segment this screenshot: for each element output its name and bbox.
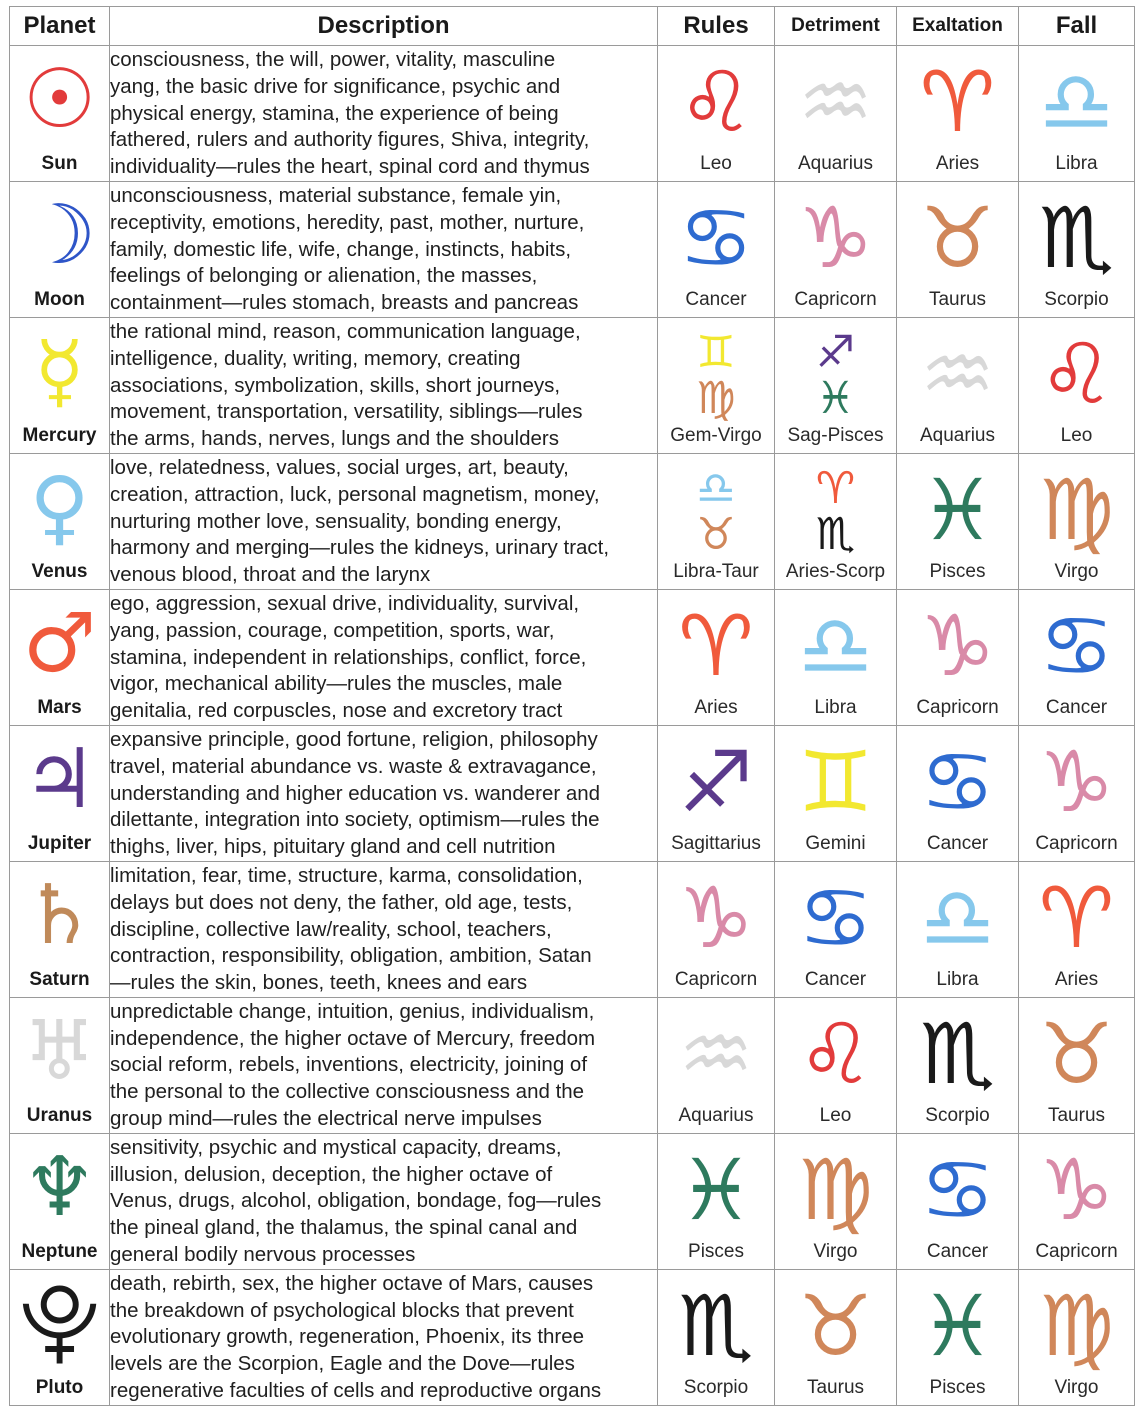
sign-glyph-group (775, 190, 896, 286)
zodiac-sign-icon: ♏ (678, 1276, 754, 1375)
zodiac-sign-icon: ♉ (797, 1276, 874, 1375)
sign-glyph-group (658, 328, 774, 424)
planet-cell (10, 997, 110, 1133)
sign-name: Libra (1055, 153, 1098, 174)
header-fall: Fall (1019, 7, 1135, 46)
sign-glyph-group (658, 870, 774, 966)
rules-cell (658, 997, 775, 1133)
planet-cell (10, 1133, 110, 1269)
sign-glyph-group (658, 734, 774, 830)
detriment-cell (775, 46, 897, 182)
zodiac-sign-icon: ♓ (919, 1276, 996, 1375)
moon-icon: ☽ (22, 187, 97, 283)
planet-name: Jupiter (27, 832, 92, 854)
detriment-cell (775, 725, 897, 861)
planet-name: Pluto (35, 1376, 84, 1398)
sign-glyph-group (775, 328, 896, 424)
sign-glyph-group (897, 734, 1018, 830)
planet-cell (10, 861, 110, 997)
sign-name: Cancer (1045, 696, 1108, 718)
sign-glyph-group (897, 462, 1018, 558)
header-planet: Planet (10, 7, 110, 46)
zodiac-sign-icon: ♈ (815, 462, 856, 514)
exaltation-cell (897, 997, 1019, 1133)
zodiac-sign-icon: ♍ (1038, 460, 1115, 559)
description-cell (110, 589, 658, 725)
fall-cell (1019, 725, 1135, 861)
fall-cell (1019, 861, 1135, 997)
sign-name: Cancer (926, 1240, 989, 1262)
sign-glyph-group (658, 1142, 774, 1238)
sign-name: Aquarius (678, 1104, 754, 1126)
sign-name: Sagittarius (671, 832, 761, 854)
zodiac-sign-icon: ♏ (1038, 188, 1115, 287)
zodiac-sign-icon: ♏ (815, 508, 856, 560)
sun-icon: ☉ (22, 52, 97, 147)
planet-description: sensitivity, psychic and mystical capacity, dreams, illusion, delusion, deception, the higher octave of Venus, drugs, alcohol, obligation, bondage, fog—rules the pineal gland, the thalamus, the spinal canal and general bodily nervous processes (110, 1135, 602, 1267)
zodiac-sign-icon: ♑ (797, 188, 874, 287)
sign-name: Cancer (685, 288, 747, 310)
sign-glyph-group (897, 1006, 1018, 1102)
fall-cell (1019, 1269, 1135, 1405)
sign-name: Pisces (929, 560, 986, 582)
planet-name: Neptune (21, 1240, 98, 1262)
sign-glyph-group (1019, 462, 1134, 558)
exaltation-cell (897, 589, 1019, 725)
sign-name: Aries (935, 153, 980, 174)
sign-name: Capricorn (1035, 832, 1118, 854)
detriment-cell (775, 317, 897, 453)
description-cell (110, 1269, 658, 1405)
zodiac-sign-icon: ♈ (1038, 868, 1115, 967)
exaltation-cell (897, 46, 1019, 182)
zodiac-sign-icon: ♍ (696, 372, 736, 424)
zodiac-sign-icon: ♐ (678, 732, 754, 831)
exaltation-cell (897, 1133, 1019, 1269)
planet-description: love, relatedness, values, social urges, art, beauty, creation, attraction, luck, personal magnetism, money, nurturing mother love, sensuality, bonding energy, harmony and merging—rules the kidneys, urinary tract, venous blood, throat and the larynx (110, 455, 610, 587)
planet-cell (10, 1269, 110, 1405)
zodiac-sign-icon: ♊ (696, 326, 736, 378)
mars-icon: ♂ (22, 595, 97, 691)
sign-glyph-group (897, 326, 1018, 422)
detriment-cell (775, 453, 897, 589)
rules-cell (658, 725, 775, 861)
planet-cell (10, 725, 110, 861)
planet-description: unconsciousness, material substance, female yin, receptivity, emotions, heredity, past, mother, nurture, family, domestic life, wife, change, instincts, habits, feelings of belonging or alienation, the masses, containment—rules stomach, breasts and pancreas (110, 183, 585, 315)
table-row (10, 861, 1135, 997)
sign-glyph-group (1019, 870, 1134, 966)
zodiac-sign-icon: ♑ (1038, 1140, 1115, 1239)
table-row (10, 453, 1135, 589)
zodiac-sign-icon: ♍ (1038, 1276, 1115, 1375)
fall-cell (1019, 46, 1135, 182)
detriment-cell (775, 861, 897, 997)
sign-name: Gem-Virgo (670, 424, 762, 446)
zodiac-sign-icon: ♓ (919, 460, 996, 559)
exaltation-cell (897, 725, 1019, 861)
description-cell (110, 1133, 658, 1269)
sign-name: Aquarius (798, 153, 873, 174)
planet-name: Venus (31, 560, 88, 582)
zodiac-sign-icon: ♑ (678, 868, 754, 967)
saturn-icon: ♄ (22, 867, 97, 963)
fall-cell (1019, 1133, 1135, 1269)
planet-description: death, rebirth, sex, the higher octave of Mars, causes the breakdown of psychological blocks that prevent evolutionary growth, regeneration, Phoenix, its three levels are the Scorpion, Eagle and the Dove—rules regenerative faculties of cells and reproductive organs (110, 1271, 602, 1403)
planet-name: Moon (34, 288, 85, 310)
header-description: Description (110, 7, 658, 46)
zodiac-sign-icon: ♎ (797, 596, 874, 695)
description-cell (110, 997, 658, 1133)
table-row (10, 997, 1135, 1133)
rules-cell (658, 1133, 775, 1269)
zodiac-sign-icon: ♑ (1038, 732, 1115, 831)
sign-glyph-group (1019, 54, 1134, 150)
pluto-icon: ⯓ (19, 1275, 100, 1371)
zodiac-sign-icon: ♉ (1038, 1004, 1115, 1103)
fall-cell (1019, 997, 1135, 1133)
zodiac-sign-icon: ♓ (678, 1140, 754, 1239)
sign-name: Capricorn (1035, 1240, 1118, 1262)
zodiac-sign-icon: ♈ (919, 53, 996, 151)
sign-name: Taurus (1047, 1104, 1106, 1126)
fall-cell (1019, 453, 1135, 589)
zodiac-sign-icon: ♓ (815, 372, 856, 424)
description-cell (110, 317, 658, 453)
sign-name: Taurus (806, 1376, 865, 1398)
sign-glyph-group (658, 464, 774, 560)
sign-name: Pisces (929, 1376, 986, 1398)
rules-cell (658, 317, 775, 453)
sign-glyph-group (658, 1278, 774, 1374)
exaltation-cell (897, 861, 1019, 997)
description-cell (110, 453, 658, 589)
table-row (10, 589, 1135, 725)
sign-name: Libra (814, 696, 857, 718)
sign-glyph-group (1019, 190, 1134, 286)
zodiac-sign-icon: ♌ (1038, 324, 1115, 423)
sign-glyph-group (897, 54, 1018, 150)
rules-cell (658, 453, 775, 589)
sign-glyph-group (897, 190, 1018, 286)
sign-name: Sag-Pisces (787, 424, 884, 446)
sign-glyph-group (775, 870, 896, 966)
header-row (10, 7, 1135, 46)
sign-name: Pisces (688, 1240, 744, 1262)
zodiac-sign-icon: ♋ (919, 732, 996, 831)
venus-icon: ♀ (29, 459, 90, 555)
zodiac-sign-icon: ♌ (797, 1004, 874, 1103)
table-body (10, 46, 1135, 1406)
exaltation-cell (897, 1269, 1019, 1405)
zodiac-sign-icon: ♎ (1038, 53, 1115, 151)
sign-name: Capricorn (674, 968, 758, 990)
zodiac-sign-icon: ♋ (678, 188, 754, 287)
exaltation-cell (897, 181, 1019, 317)
planet-name: Mercury (22, 424, 97, 446)
zodiac-sign-icon: ♒ (678, 1004, 754, 1103)
sign-name: Aries-Scorp (785, 560, 886, 582)
sign-name: Gemini (805, 832, 866, 854)
sign-name: Scorpio (1044, 288, 1109, 310)
sign-glyph-group (658, 598, 774, 694)
sign-glyph-group (1019, 1278, 1134, 1374)
sign-name: Cancer (804, 968, 867, 990)
zodiac-sign-icon: ♈ (678, 596, 754, 695)
mercury-icon: ☿ (34, 323, 85, 419)
sign-glyph-group (897, 870, 1018, 966)
rules-cell (658, 589, 775, 725)
planet-name: Uranus (26, 1104, 93, 1126)
planet-name: Sun (41, 153, 78, 174)
sign-name: Virgo (1054, 560, 1099, 582)
sign-glyph-group (658, 1006, 774, 1102)
sign-name: Leo (700, 153, 732, 174)
sign-glyph-group (1019, 734, 1134, 830)
sign-glyph-group (775, 1278, 896, 1374)
table-row (10, 317, 1135, 453)
sign-name: Taurus (928, 288, 987, 310)
table-row (10, 725, 1135, 861)
sign-glyph-group (1019, 1142, 1134, 1238)
description-cell (110, 181, 658, 317)
sign-glyph-group (897, 598, 1018, 694)
planet-cell (10, 589, 110, 725)
sign-glyph-group (775, 598, 896, 694)
rules-cell (658, 1269, 775, 1405)
sign-name: Aquarius (920, 424, 995, 446)
rules-cell (658, 861, 775, 997)
detriment-cell (775, 1133, 897, 1269)
sign-glyph-group (658, 190, 774, 286)
jupiter-icon: ♃ (22, 731, 97, 827)
sign-name: Aries (694, 696, 738, 718)
zodiac-sign-icon: ♌ (678, 53, 754, 151)
detriment-cell (775, 181, 897, 317)
zodiac-sign-icon: ♉ (919, 188, 996, 287)
description-cell (110, 46, 658, 182)
planet-description: unpredictable change, intuition, genius, individualism, independence, the higher octave of Mercury, freedom social reform, rebels, inventions, electricity, joining of the personal to the collective consciousness and the group mind—rules the electrical nerve impulses (110, 999, 596, 1131)
sign-glyph-group (897, 1142, 1018, 1238)
planet-cell (10, 453, 110, 589)
sign-name: Leo (819, 1104, 852, 1126)
planet-description: ego, aggression, sexual drive, individuality, survival, yang, passion, courage, competition, sports, war, stamina, independent in relationships, conflict, force, vigor, mechanical ability—rules the muscles, male genitalia, red corpuscles, nose and excretory tract (110, 591, 587, 723)
rules-cell (658, 46, 775, 182)
sign-name: Leo (1060, 424, 1093, 446)
zodiac-sign-icon: ♋ (797, 868, 874, 967)
planet-sign-table (9, 6, 1135, 1406)
fall-cell (1019, 317, 1135, 453)
uranus-icon: ♅ (22, 1003, 97, 1099)
zodiac-sign-icon: ♊ (797, 732, 874, 831)
sign-name: Capricorn (916, 696, 999, 718)
sign-glyph-group (775, 734, 896, 830)
detriment-cell (775, 997, 897, 1133)
sign-glyph-group (775, 464, 896, 560)
sign-glyph-group (775, 1142, 896, 1238)
table-row (10, 181, 1135, 317)
planet-cell (10, 181, 110, 317)
sign-name: Libra (936, 968, 979, 990)
planet-description: limitation, fear, time, structure, karma, consolidation, delays but does not deny, the father, old age, tests, discipline, collective law/reality, school, teachers, contraction, responsibility, obligation, ambition, Satan —rules the skin, bones, teeth, knees and ears (110, 863, 592, 995)
zodiac-sign-icon: ♒ (919, 324, 996, 423)
zodiac-sign-icon: ♎ (919, 868, 996, 967)
sign-name: Libra-Taur (673, 560, 759, 582)
detriment-cell (775, 589, 897, 725)
sign-name: Virgo (813, 1240, 858, 1262)
planet-description: consciousness, the will, power, vitality, masculine yang, the basic drive for significance, psychic and physical energy, stamina, the experience of being fathered, rulers and authority figures, Shiva, integrity, individuality—rules the heart, spinal cord and thymus (110, 48, 590, 179)
exaltation-cell (897, 317, 1019, 453)
table-row (10, 1133, 1135, 1269)
sign-name: Capricorn (794, 288, 877, 310)
zodiac-sign-icon: ♐ (815, 326, 856, 378)
zodiac-sign-icon: ♎ (696, 462, 736, 514)
zodiac-sign-icon: ♉ (696, 508, 736, 560)
sign-glyph-group (897, 1278, 1018, 1374)
sign-name: Scorpio (925, 1104, 990, 1126)
sign-glyph-group (1019, 326, 1134, 422)
sign-name: Cancer (926, 832, 989, 854)
header-rules: Rules (658, 7, 775, 46)
detriment-cell (775, 1269, 897, 1405)
planet-description: the rational mind, reason, communication language, intelligence, duality, writing, memory, creating associations, symbolization, skills, short journeys, movement, transportation, versatility, siblings—rules the arms, hands, nerves, lungs and the shoulders (110, 319, 583, 451)
zodiac-sign-icon: ♏ (919, 1004, 996, 1103)
fall-cell (1019, 181, 1135, 317)
planet-cell (10, 317, 110, 453)
fall-cell (1019, 589, 1135, 725)
zodiac-sign-icon: ♒ (797, 53, 874, 151)
zodiac-sign-icon: ♑ (919, 596, 996, 695)
exaltation-cell (897, 453, 1019, 589)
planet-cell (10, 46, 110, 182)
rules-cell (658, 181, 775, 317)
planet-description: expansive principle, good fortune, religion, philosophy travel, material abundance vs. waste & extravagance, understanding and higher education vs. wanderer and dilettante, integration into society, optimism—rules the thighs, liver, hips, pituitary gland and cell nutrition (110, 727, 601, 859)
sign-name: Aries (1054, 968, 1099, 990)
zodiac-sign-icon: ♋ (919, 1140, 996, 1239)
sign-name: Scorpio (683, 1376, 749, 1398)
sign-glyph-group (658, 54, 774, 150)
planet-name: Mars (37, 696, 82, 718)
header-detriment: Detriment (775, 7, 897, 46)
table-row (10, 46, 1135, 182)
zodiac-sign-icon: ♍ (797, 1140, 874, 1239)
sign-glyph-group (1019, 1006, 1134, 1102)
zodiac-sign-icon: ♋ (1038, 596, 1115, 695)
planet-name: Saturn (29, 968, 90, 990)
header-exaltation: Exaltation (897, 7, 1019, 46)
sign-glyph-group (775, 1006, 896, 1102)
sign-name: Virgo (1054, 1376, 1099, 1398)
table-row (10, 1269, 1135, 1405)
sign-glyph-group (775, 54, 896, 150)
sign-glyph-group (1019, 598, 1134, 694)
description-cell (110, 861, 658, 997)
description-cell (110, 725, 658, 861)
neptune-icon: ♆ (22, 1139, 97, 1235)
